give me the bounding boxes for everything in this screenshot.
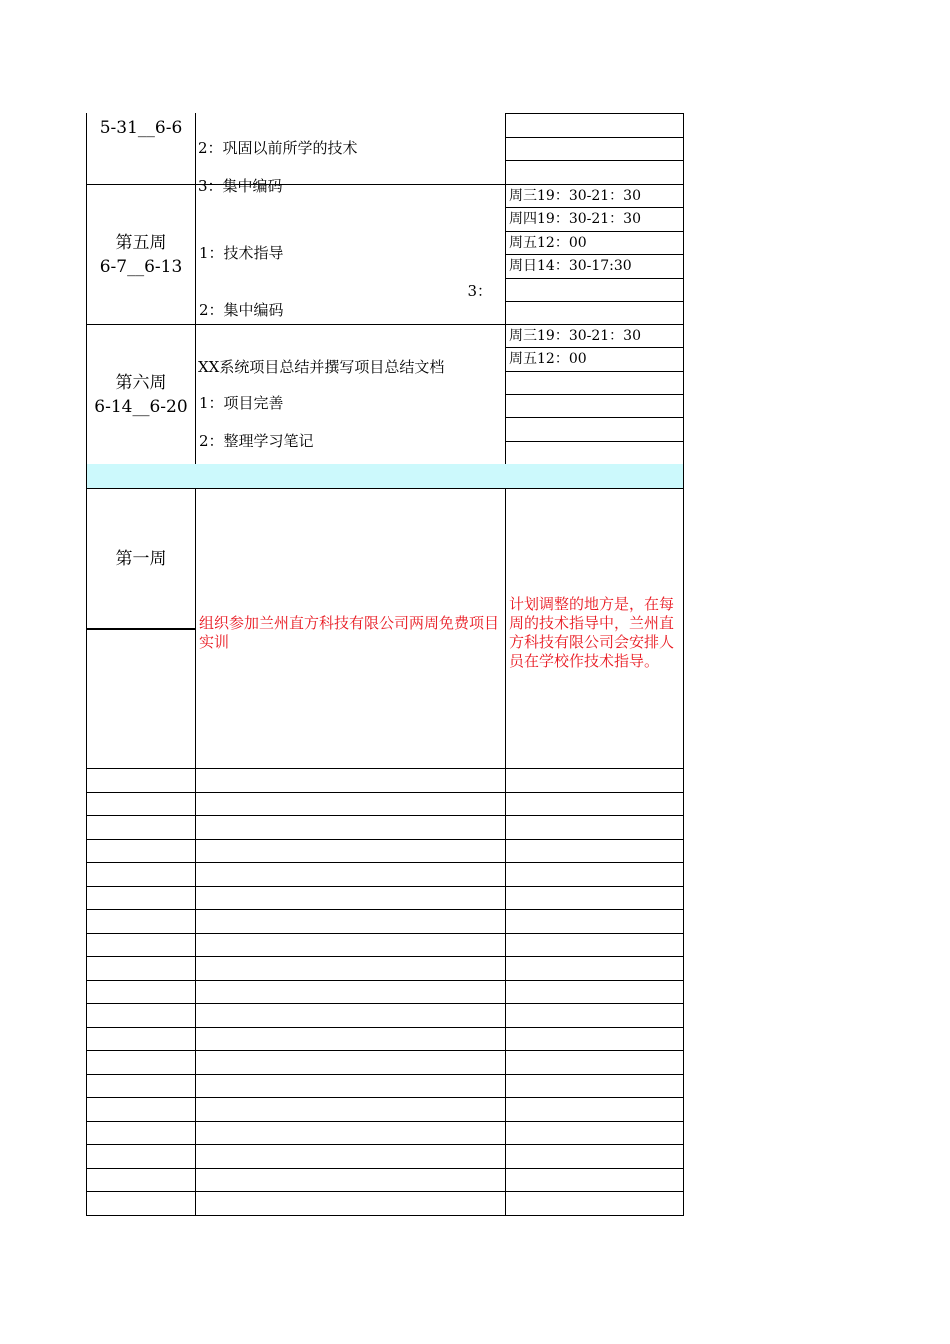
week5-dates: 6-7__6-13 xyxy=(99,256,183,277)
week6-slot-2[interactable]: 周五12：00 xyxy=(505,347,684,372)
empty-grid-cell[interactable] xyxy=(505,862,684,887)
empty-grid-cell[interactable] xyxy=(505,815,684,840)
week6-content-cell[interactable] xyxy=(195,324,506,465)
empty-grid-cell[interactable] xyxy=(195,1003,506,1028)
week5-line-3: XX系统项目总结并撰写项目总结文档 xyxy=(198,358,445,376)
empty-grid-cell[interactable] xyxy=(195,1168,506,1192)
empty-grid-cell[interactable] xyxy=(86,862,196,887)
empty-grid-cell[interactable] xyxy=(86,1191,196,1216)
empty-grid-cell[interactable] xyxy=(505,792,684,816)
week6-cell[interactable] xyxy=(86,324,196,465)
week6-slot-3[interactable] xyxy=(505,371,684,395)
empty-grid-cell[interactable] xyxy=(86,1168,196,1192)
empty-grid-cell[interactable] xyxy=(195,1027,506,1051)
empty-grid-cell[interactable] xyxy=(195,956,506,981)
empty-grid-cell[interactable] xyxy=(505,980,684,1004)
empty-grid-cell[interactable] xyxy=(195,839,506,863)
empty-grid-cell[interactable] xyxy=(505,1050,684,1075)
empty-grid-cell[interactable] xyxy=(195,886,506,910)
week5-slot-2[interactable]: 周四19：30-21：30 xyxy=(505,207,684,232)
week6-line-2: 2：整理学习笔记 xyxy=(199,432,314,450)
empty-grid-cell[interactable] xyxy=(195,1097,506,1122)
empty-grid-cell[interactable] xyxy=(86,1144,196,1169)
empty-grid-cell[interactable] xyxy=(195,862,506,887)
adjusted-week1-name: 第一周 xyxy=(115,548,167,569)
empty-grid-cell[interactable] xyxy=(505,886,684,910)
empty-grid-cell[interactable] xyxy=(505,1144,684,1169)
empty-grid-cell[interactable] xyxy=(505,1027,684,1051)
empty-grid-cell[interactable] xyxy=(505,956,684,981)
adjusted-content-text: 组织参加兰州直方科技有限公司两周免费项目实训 xyxy=(199,613,500,651)
week6-name: 第六周 xyxy=(115,372,167,393)
empty-grid-cell[interactable] xyxy=(195,980,506,1004)
empty-grid-cell[interactable] xyxy=(505,768,684,793)
empty-grid-cell[interactable] xyxy=(195,792,506,816)
empty-grid-cell[interactable] xyxy=(505,1191,684,1216)
adjusted-note-text: 计划调整的地方是，在每周的技术指导中，兰州直方科技有限公司会安排人员在学校作技术指导。 xyxy=(509,594,675,670)
empty-grid-cell[interactable] xyxy=(86,1097,196,1122)
week6-dates: 6-14__6-20 xyxy=(94,396,188,417)
empty-grid-cell[interactable] xyxy=(195,909,506,934)
week5-slot-6[interactable] xyxy=(505,301,684,325)
empty-grid-cell[interactable] xyxy=(86,768,196,793)
week5-cell[interactable] xyxy=(86,184,196,325)
week5-slot-3[interactable]: 周五12：00 xyxy=(505,231,684,255)
week5-slot-5[interactable] xyxy=(505,278,684,302)
empty-grid-cell[interactable] xyxy=(505,1168,684,1192)
empty-grid-cell[interactable] xyxy=(86,1003,196,1028)
week4-cell[interactable] xyxy=(86,113,196,185)
empty-grid-cell[interactable] xyxy=(86,815,196,840)
week6-slot-1[interactable]: 周三19：30-21：30 xyxy=(505,324,684,348)
empty-grid-cell[interactable] xyxy=(86,839,196,863)
empty-grid-cell[interactable] xyxy=(86,1074,196,1098)
week4-slot-2[interactable] xyxy=(505,137,684,161)
adjusted-week1-lower-cell[interactable] xyxy=(86,628,196,769)
week4-slot-3[interactable] xyxy=(505,160,684,185)
week5-content-cell[interactable] xyxy=(195,184,506,376)
empty-grid-cell[interactable] xyxy=(195,1191,506,1216)
empty-grid-cell[interactable] xyxy=(195,933,506,957)
week4-dates: 5-31__6-6 xyxy=(99,118,183,138)
week5-line-3-number: 3： xyxy=(467,282,492,300)
week6-slot-4[interactable] xyxy=(505,394,684,418)
week4-line-3: 3：集中编码 xyxy=(198,177,283,195)
empty-grid-cell[interactable] xyxy=(86,1050,196,1075)
empty-grid-cell[interactable] xyxy=(195,1144,506,1169)
week5-line-2: 2：集中编码 xyxy=(199,301,284,319)
empty-grid-cell[interactable] xyxy=(505,1097,684,1122)
week5-line-1: 1：技术指导 xyxy=(199,244,284,262)
empty-grid-cell[interactable] xyxy=(86,933,196,957)
week6-slot-5[interactable] xyxy=(505,417,684,442)
empty-grid-cell[interactable] xyxy=(195,768,506,793)
empty-grid-cell[interactable] xyxy=(86,1027,196,1051)
empty-grid-cell[interactable] xyxy=(195,815,506,840)
adjusted-week1-cell[interactable] xyxy=(86,488,196,629)
week6-slot-6[interactable] xyxy=(505,441,684,465)
empty-grid-cell[interactable] xyxy=(86,1121,196,1145)
empty-grid-cell[interactable] xyxy=(195,1050,506,1075)
week5-name: 第五周 xyxy=(115,232,167,253)
empty-grid-cell[interactable] xyxy=(505,1121,684,1145)
week6-line-1: 1：项目完善 xyxy=(199,394,284,412)
adjusted-content-cell[interactable] xyxy=(195,488,506,769)
empty-grid-cell[interactable] xyxy=(505,839,684,863)
empty-grid-cell[interactable] xyxy=(86,909,196,934)
week5-slot-4[interactable]: 周日14：30-17:30 xyxy=(505,254,684,279)
empty-grid-cell[interactable] xyxy=(86,792,196,816)
adjusted-note-cell[interactable] xyxy=(505,488,684,769)
empty-grid-cell[interactable] xyxy=(505,909,684,934)
empty-grid-cell[interactable] xyxy=(86,956,196,981)
empty-grid-cell[interactable] xyxy=(505,1003,684,1028)
week5-slot-1[interactable]: 周三19：30-21：30 xyxy=(505,184,684,208)
week4-line-2: 2：巩固以前所学的技术 xyxy=(198,139,358,157)
empty-grid-cell[interactable] xyxy=(505,933,684,957)
empty-grid-cell[interactable] xyxy=(195,1074,506,1098)
highlight-separator-row[interactable] xyxy=(86,464,684,489)
empty-grid-cell[interactable] xyxy=(86,980,196,1004)
empty-grid-cell[interactable] xyxy=(195,1121,506,1145)
week4-slot-1[interactable] xyxy=(505,113,684,138)
week4-content-cell[interactable] xyxy=(195,113,506,195)
empty-grid-cell[interactable] xyxy=(86,886,196,910)
empty-grid-cell[interactable] xyxy=(505,1074,684,1098)
